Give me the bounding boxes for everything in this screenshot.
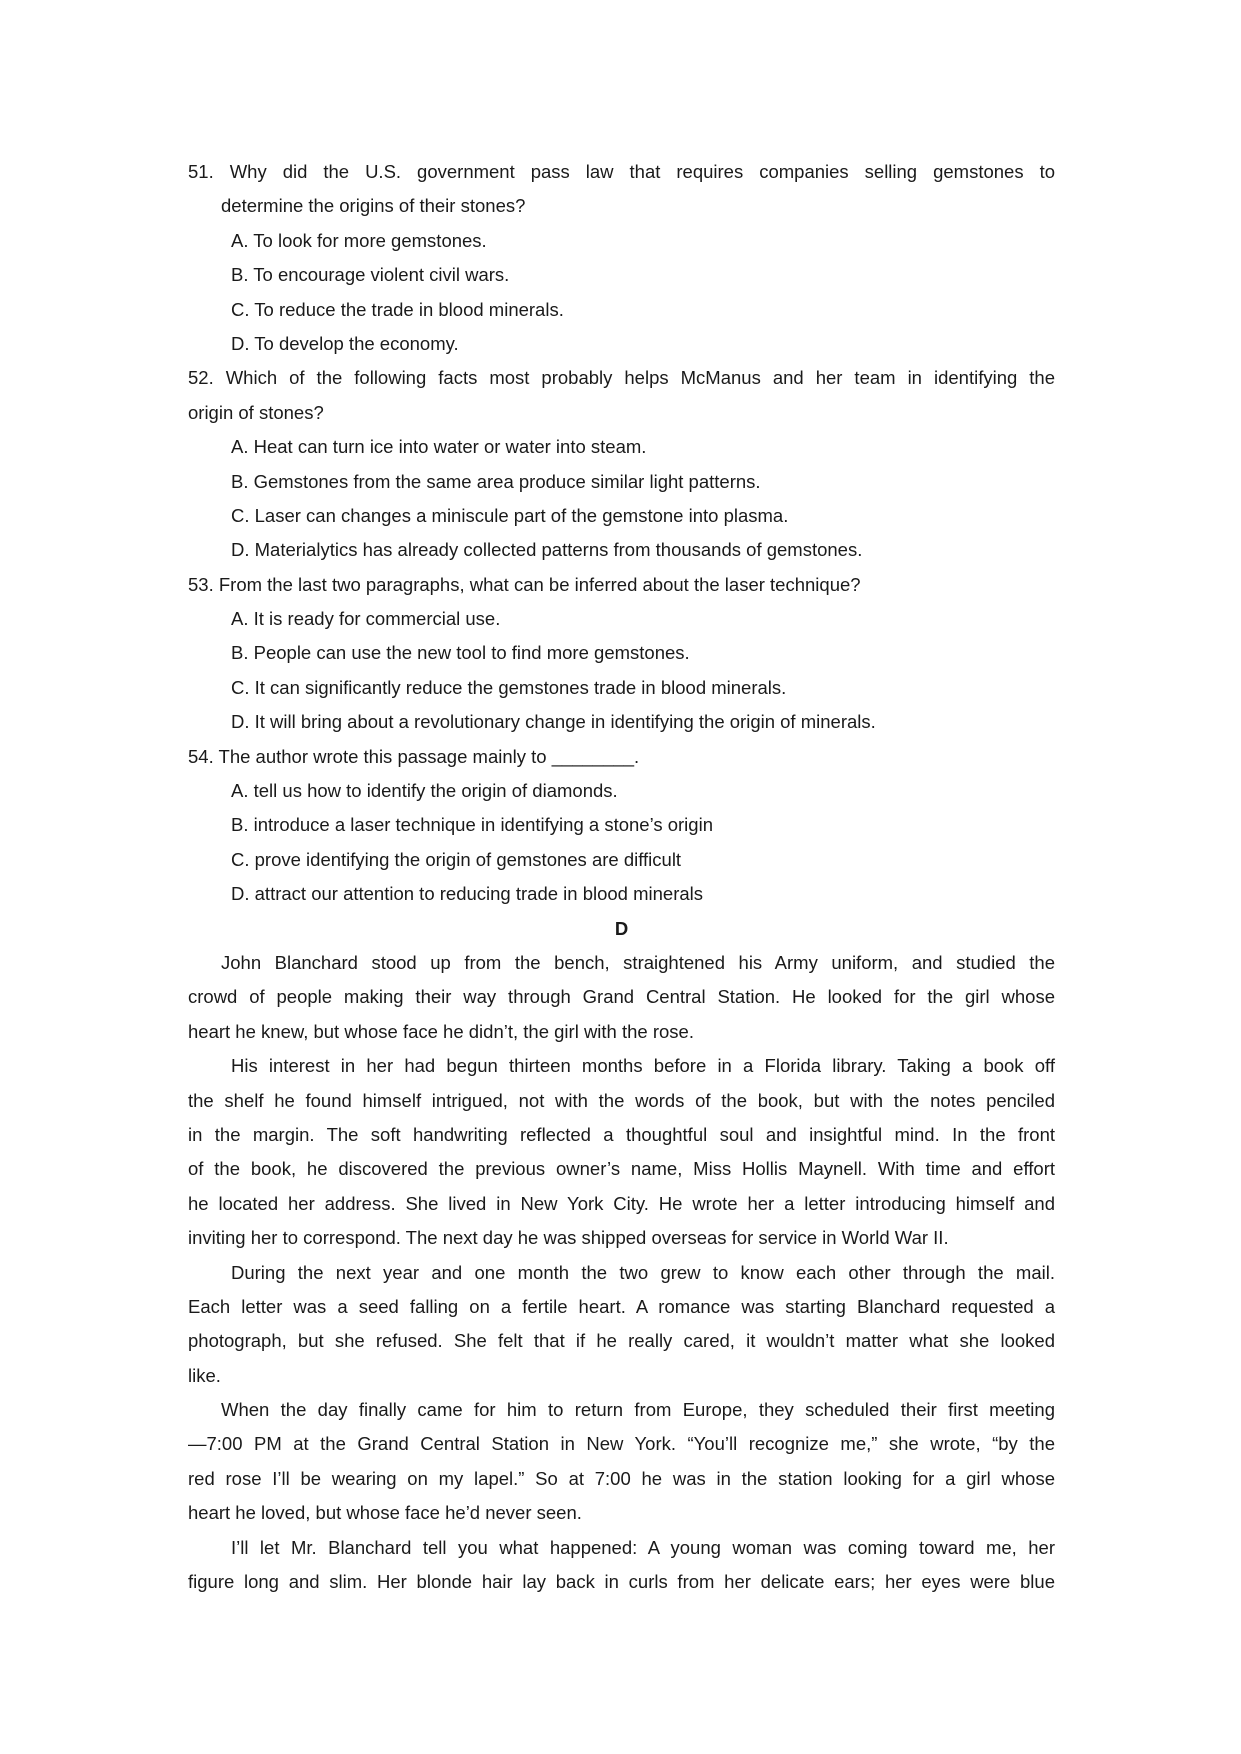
question-stem-line: 54. The author wrote this passage mainly to ________. [188, 745, 640, 767]
answer-option: C. Laser can changes a miniscule part of the gemstone into plasma. [231, 504, 789, 526]
passage-line: When the day finally came for him to return from Europe, they scheduled their first meeting [221, 1399, 1055, 1421]
passage-line: John Blanchard stood up from the bench, straightened his Army uniform, and studied the [221, 951, 1055, 973]
answer-option: A. Heat can turn ice into water or water into steam. [231, 436, 647, 458]
answer-option: B. To encourage violent civil wars. [231, 264, 510, 286]
passage-line: I’ll let Mr. Blanchard tell you what happened: A young woman was coming toward me, her [231, 1536, 1055, 1558]
page-content [188, 155, 1055, 1599]
passage-line: heart he loved, but whose face he’d never seen. [188, 1502, 582, 1524]
answer-option: D. To develop the economy. [231, 332, 459, 354]
answer-option: C. It can significantly reduce the gemstones trade in blood minerals. [231, 676, 787, 698]
question-stem-line: origin of stones? [188, 401, 324, 423]
answer-option: C. To reduce the trade in blood minerals. [231, 298, 564, 320]
passage-line: —7:00 PM at the Grand Central Station in New York. “You’ll recognize me,” she wrote, “by the [188, 1433, 1055, 1455]
passage-line: photograph, but she refused. She felt that if he really cared, it wouldn’t matter what she looked [188, 1330, 1055, 1352]
answer-option: D. It will bring about a revolutionary change in identifying the origin of minerals. [231, 711, 876, 733]
passage-line: he located her address. She lived in New York City. He wrote her a letter introducing himself and [188, 1192, 1055, 1214]
answer-option: B. People can use the new tool to find more gemstones. [231, 642, 690, 664]
question-stem-line: 51. Why did the U.S. government pass law that requires companies selling gemstones to [188, 161, 1055, 182]
answer-option: D. Materialytics has already collected patterns from thousands of gemstones. [231, 539, 863, 561]
question-stem-line: 53. From the last two paragraphs, what can be inferred about the laser technique? [188, 573, 861, 595]
passage-line: His interest in her had begun thirteen months before in a Florida library. Taking a book off [231, 1055, 1055, 1077]
section-heading: D [614, 917, 629, 939]
passage-line: the shelf he found himself intrigued, not with the words of the book, but with the notes penciled [188, 1089, 1055, 1111]
passage-line: red rose I’ll be wearing on my lapel.” So at 7:00 he was in the station looking for a girl whose [188, 1467, 1055, 1489]
answer-option: D. attract our attention to reducing trade in blood minerals [231, 883, 704, 905]
passage-line: crowd of people making their way through Grand Central Station. He looked for the girl whose [188, 986, 1055, 1008]
answer-option: B. introduce a laser technique in identifying a stone’s origin [231, 814, 713, 836]
passage-line: inviting her to correspond. The next day he was shipped overseas for service in World War II. [188, 1227, 949, 1249]
answer-option: B. Gemstones from the same area produce similar light patterns. [231, 470, 761, 492]
question-stem-line: determine the origins of their stones? [221, 195, 526, 217]
passage-line: heart he knew, but whose face he didn’t, the girl with the rose. [188, 1020, 694, 1042]
passage-line: like. [188, 1364, 221, 1386]
answer-option: A. It is ready for commercial use. [231, 608, 501, 630]
passage-line: Each letter was a seed falling on a fertile heart. A romance was starting Blanchard requested a [188, 1295, 1055, 1317]
question-stem-line: 52. Which of the following facts most probably helps McManus and her team in identifying the [188, 367, 1055, 389]
passage-line: in the margin. The soft handwriting reflected a thoughtful soul and insightful mind. In the front [188, 1123, 1055, 1145]
answer-option: A. tell us how to identify the origin of diamonds. [231, 780, 618, 802]
answer-option: C. prove identifying the origin of gemstones are difficult [231, 848, 682, 870]
passage-line: During the next year and one month the two grew to know each other through the mail. [231, 1261, 1055, 1283]
passage-line: of the book, he discovered the previous owner’s name, Miss Hollis Maynell. With time and effort [188, 1158, 1055, 1180]
passage-line: figure long and slim. Her blonde hair lay back in curls from her delicate ears; her eyes were blue [188, 1571, 1055, 1593]
answer-option: A. To look for more gemstones. [231, 229, 487, 251]
